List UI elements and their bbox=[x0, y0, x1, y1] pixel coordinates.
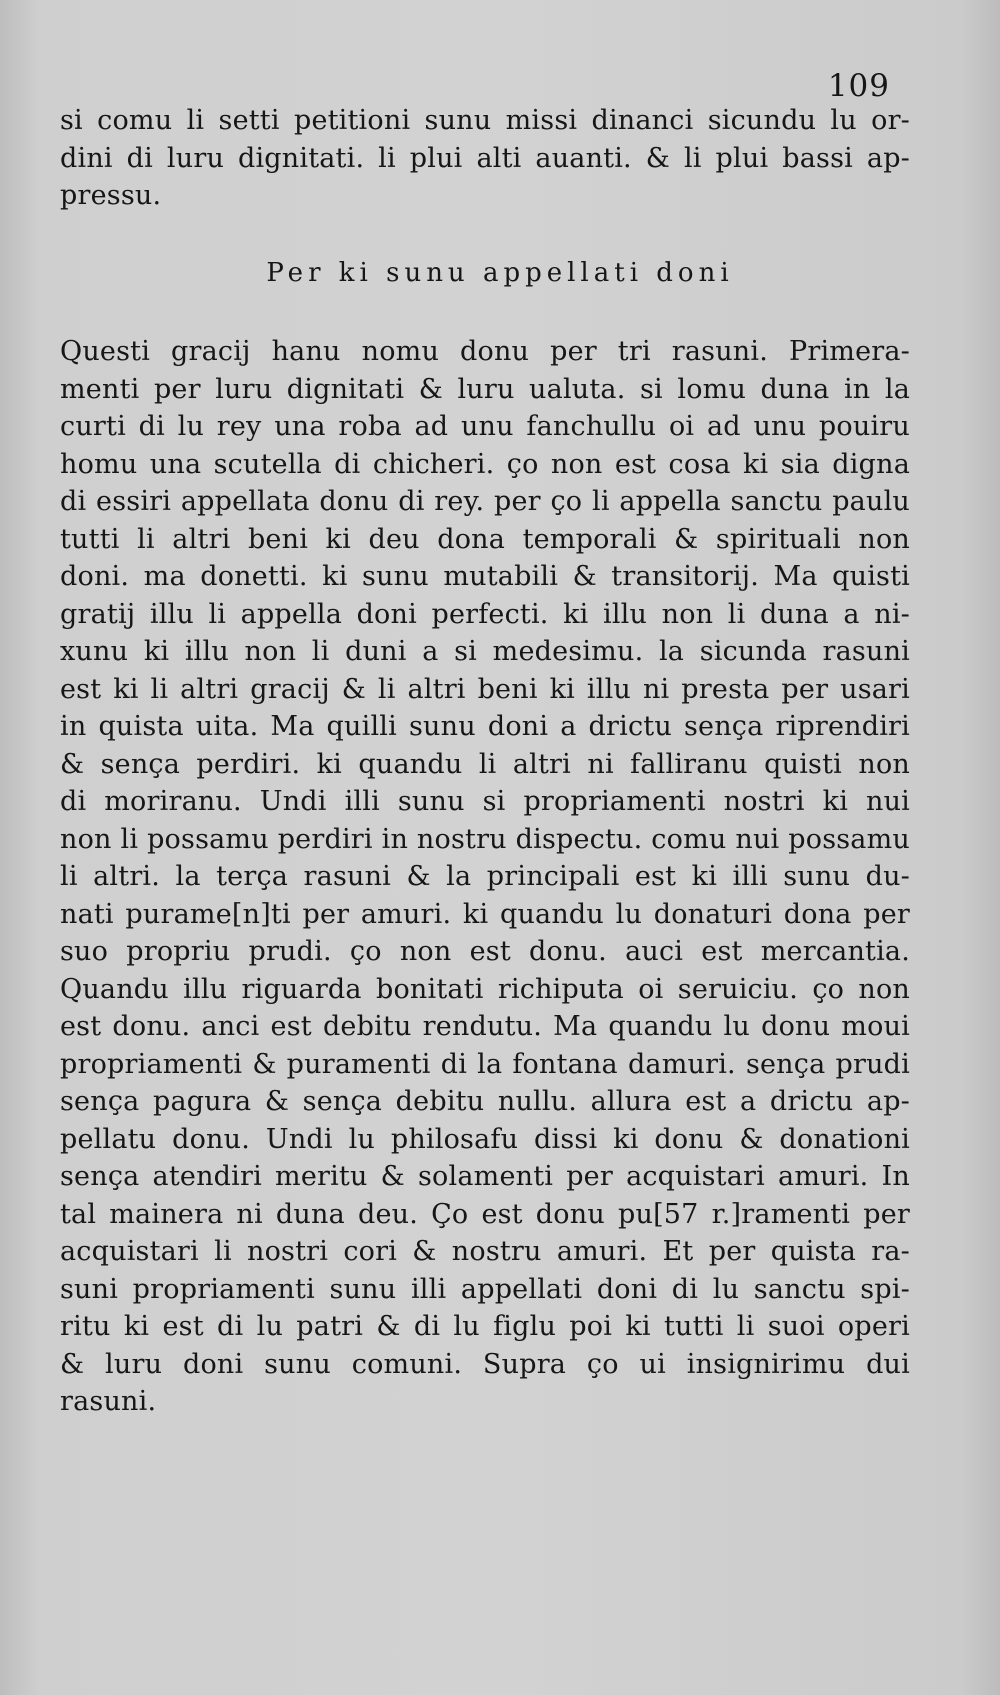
body-paragraph bbox=[60, 333, 910, 1421]
text-line: sença pagura & sença debitu nullu. allura est a drictu ap- bbox=[60, 1086, 910, 1117]
text-line: acquistari li nostri cori & nostru amuri. Et per quista ra- bbox=[60, 1236, 910, 1267]
text-line: nati purame[n]ti per amuri. ki quandu lu donaturi dona per bbox=[60, 898, 910, 930]
text-line: Quandu illu riguarda bonitati richiputa oi seruiciu. ço non bbox=[60, 973, 910, 1005]
text-line: non li possamu perdiri in nostru dispectu. comu nui possamu bbox=[60, 823, 910, 855]
text-line: & sença perdiri. ki quandu li altri ni falliranu quisti non bbox=[60, 748, 910, 780]
text-line: & luru doni sunu comuni. Supra ço ui insignirimu dui bbox=[60, 1348, 910, 1380]
text-line: gratij illu li appella doni perfecti. ki illu non li duna a ni- bbox=[60, 598, 910, 630]
text-line: suo propriu prudi. ço non est donu. auci est mercantia. bbox=[60, 936, 910, 967]
text-line: ritu ki est di lu patri & di lu figlu poi ki tutti li suoi operi bbox=[60, 1311, 910, 1342]
page-number: 109 bbox=[827, 68, 890, 104]
text-line: in quista uita. Ma quilli sunu doni a drictu sença riprendiri bbox=[60, 711, 910, 742]
text-line: curti di lu rey una roba ad unu fanchullu oi ad unu pouiru bbox=[60, 411, 910, 442]
text-line: rasuni. bbox=[60, 1386, 157, 1417]
text-line: est ki li altri gracij & li altri beni ki illu ni presta per usari bbox=[60, 673, 910, 705]
text-line: li altri. la terça rasuni & la principali est ki illi sunu du- bbox=[60, 861, 910, 892]
intro-paragraph bbox=[60, 102, 910, 215]
text-line: Questi gracij hanu nomu donu per tri rasuni. Primera- bbox=[60, 336, 910, 367]
text-line: pellatu donu. Undi lu philosafu dissi ki donu & donationi bbox=[60, 1123, 910, 1155]
text-line: propriamenti & puramenti di la fontana damuri. sença prudi bbox=[60, 1048, 910, 1080]
text-line: sença atendiri meritu & solamenti per acquistari amuri. In bbox=[60, 1161, 910, 1192]
text-line: si comu li setti petitioni sunu missi dinanci sicundu lu or- bbox=[60, 105, 910, 136]
text-line: di essiri appellata donu di rey. per ço li appella sanctu paulu bbox=[60, 486, 910, 517]
text-line: est donu. anci est debitu rendutu. Ma quandu lu donu moui bbox=[60, 1011, 910, 1042]
text-line: pressu. bbox=[60, 180, 162, 211]
text-line: xunu ki illu non li duni a si medesimu. la sicunda rasuni bbox=[60, 636, 910, 667]
section-heading: Per ki sunu appellati doni bbox=[266, 258, 734, 288]
text-line: homu una scutella di chicheri. ço non est cosa ki sia digna bbox=[60, 448, 910, 480]
text-line: suni propriamenti sunu illi appellati doni di lu sanctu spi- bbox=[60, 1273, 910, 1305]
text-line: tal mainera ni duna deu. Ço est donu pu[57 r.]ramenti per bbox=[60, 1198, 910, 1230]
text-line: doni. ma donetti. ki sunu mutabili & transitorij. Ma quisti bbox=[60, 561, 910, 592]
text-line: di moriranu. Undi illi sunu si propriamenti nostri ki nui bbox=[60, 786, 910, 817]
text-line: menti per luru dignitati & luru ualuta. si lomu duna in la bbox=[60, 373, 910, 405]
text-line: dini di luru dignitati. li plui alti auanti. & li plui bassi ap- bbox=[60, 142, 910, 174]
text-line: tutti li altri beni ki deu dona temporali & spirituali non bbox=[60, 523, 910, 555]
